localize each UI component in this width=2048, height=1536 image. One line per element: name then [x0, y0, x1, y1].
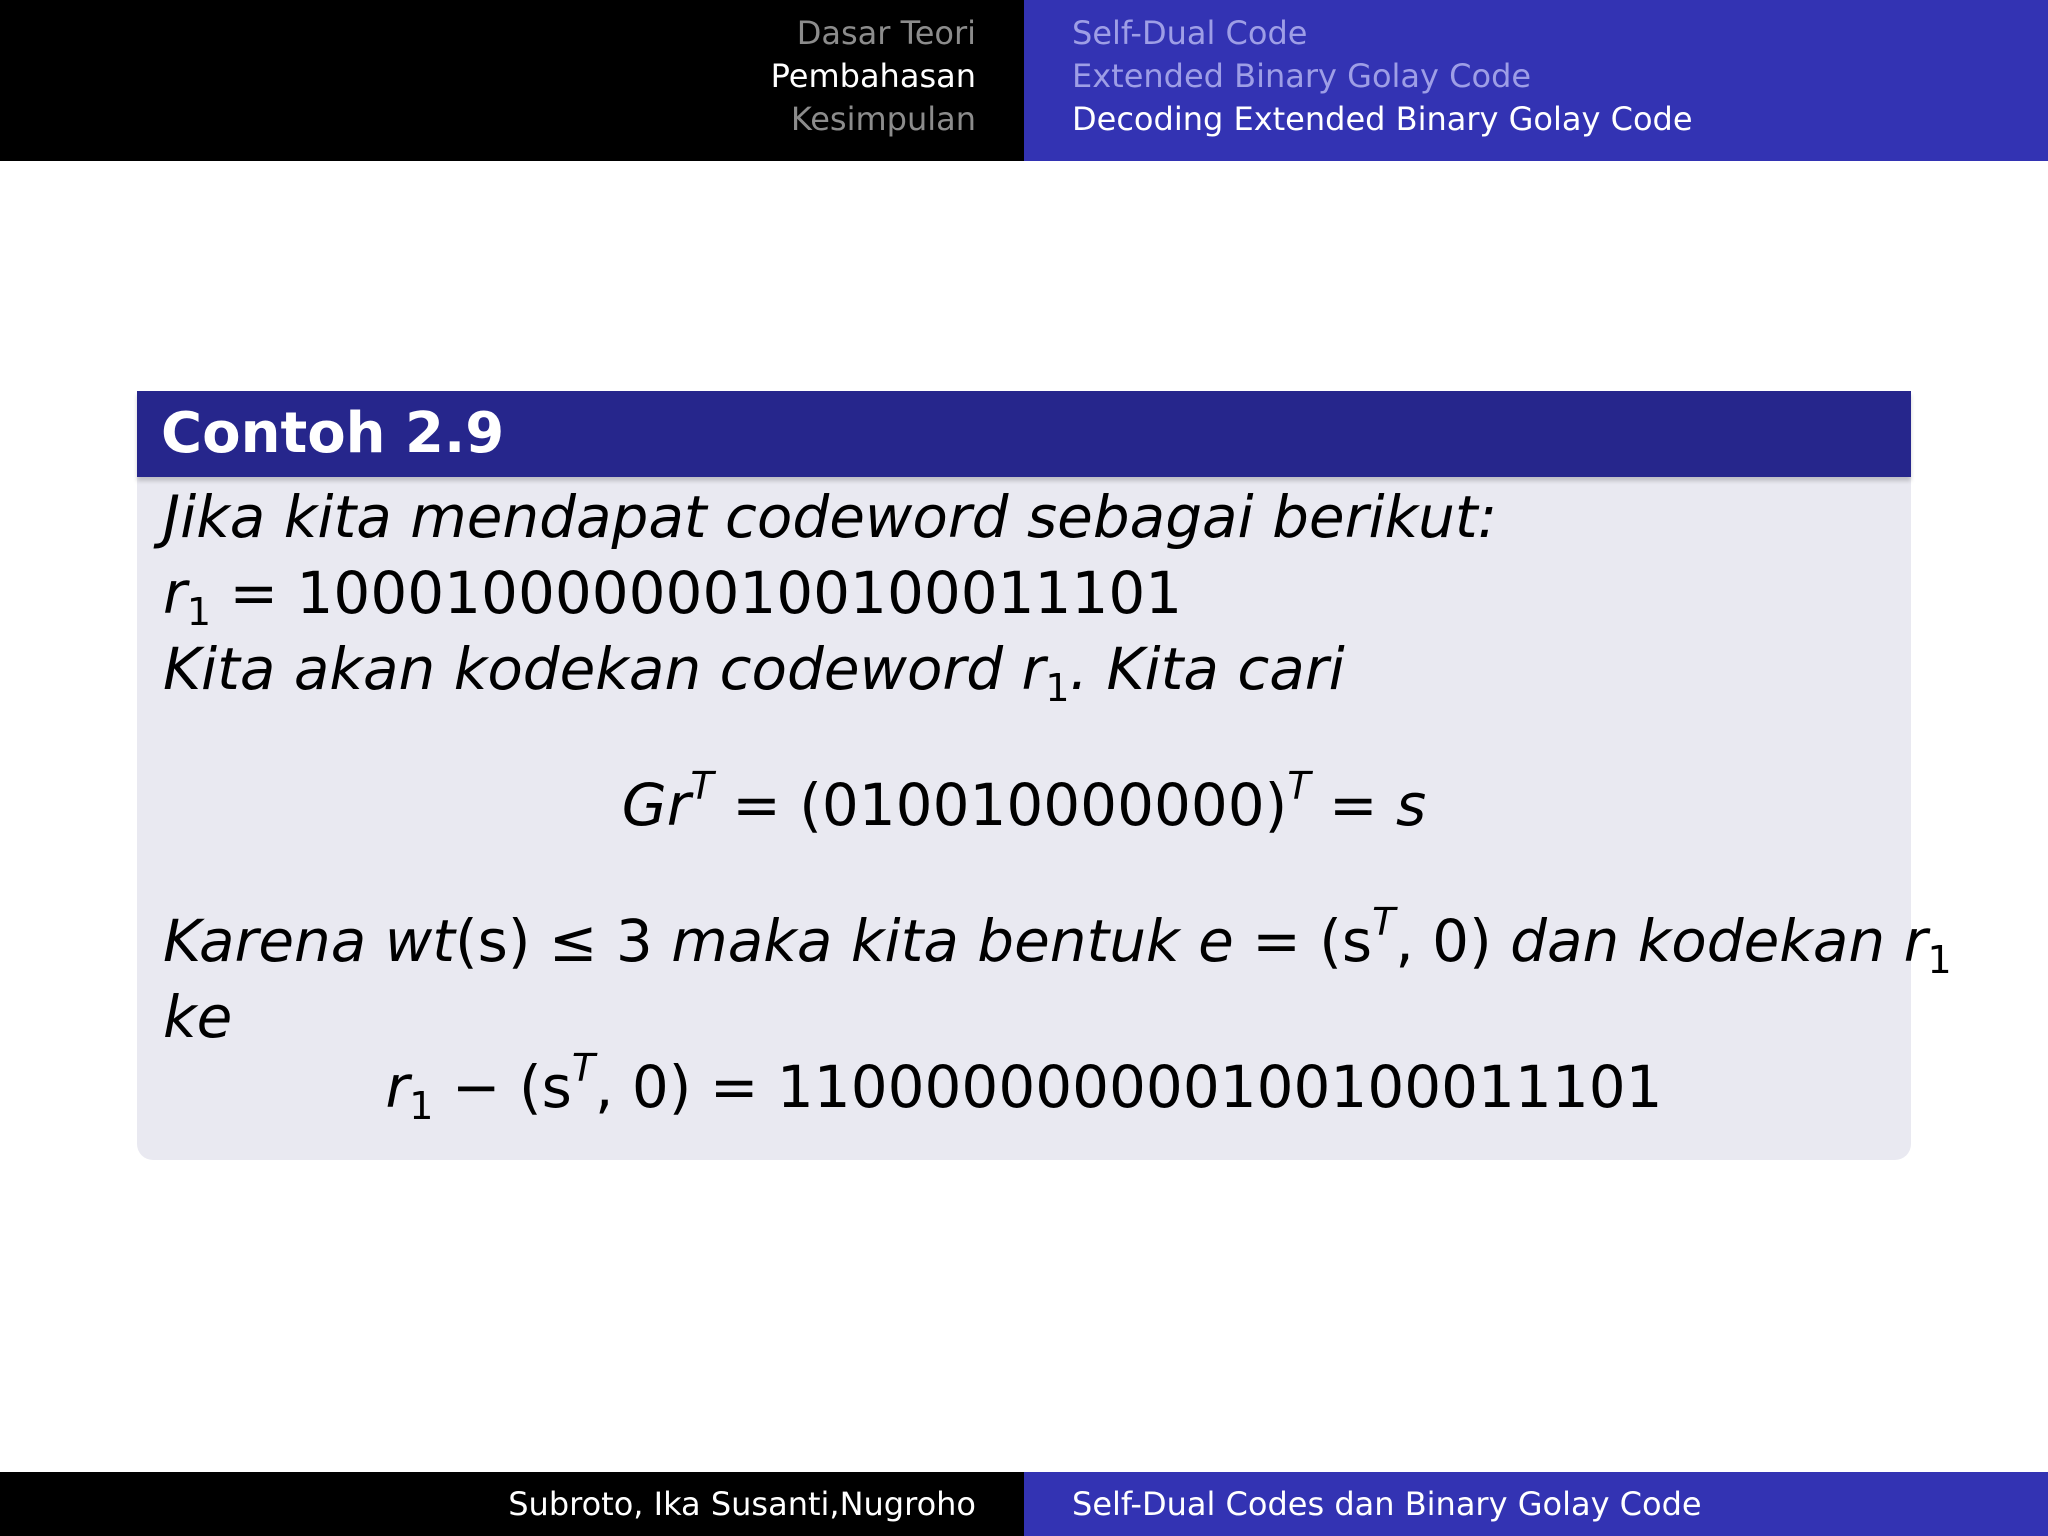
ke-line: ke — [163, 983, 233, 1051]
r1-eq: = — [211, 559, 297, 627]
section-link-pembahasan[interactable]: Pembahasan — [770, 57, 976, 95]
subsection-link-self-dual-code[interactable]: Self-Dual Code — [1072, 14, 1308, 52]
eq1-rhs: = s — [1310, 771, 1427, 839]
result-equation — [137, 1046, 1911, 1128]
eq2-sub: 1 — [409, 1084, 434, 1128]
r1-value: 100010000000100100011101 — [296, 559, 1183, 627]
decode-line — [163, 635, 1345, 710]
eq1-lhs: Gr — [621, 771, 691, 839]
footer-right — [1024, 1472, 2048, 1536]
karena-sub: 1 — [1927, 938, 1952, 982]
karena-e: = (s — [1233, 907, 1373, 975]
karena-b: (s) — [454, 907, 531, 975]
subsection-link-decoding-golay[interactable]: Decoding Extended Binary Golay Code — [1072, 100, 1693, 138]
eq1-sup2: T — [1287, 764, 1311, 808]
eq2-b: , 0) = 110000000000100100011101 — [595, 1053, 1663, 1121]
subsection-nav — [1024, 0, 2048, 161]
karena-g: dan kodekan r — [1510, 907, 1928, 975]
decode-line-pre: Kita akan kodekan codeword r — [163, 635, 1046, 703]
eq2-sup: T — [571, 1046, 596, 1090]
r1-var: r — [163, 559, 187, 627]
eq2-a: − (s — [433, 1053, 572, 1121]
eq1-sup: T — [690, 764, 714, 808]
section-nav — [0, 0, 1024, 161]
decode-line-post: . Kita cari — [1069, 635, 1345, 703]
codeword-line — [163, 559, 1183, 634]
subsection-link-extended-golay[interactable]: Extended Binary Golay Code — [1072, 57, 1532, 95]
section-link-dasar-teori[interactable]: Dasar Teori — [796, 14, 976, 52]
footer-left — [0, 1472, 1024, 1536]
karena-f: , 0) — [1395, 907, 1511, 975]
example-block — [137, 391, 1952, 1160]
karena-c: ≤ 3 — [530, 907, 672, 975]
syndrome-equation — [137, 764, 1911, 839]
karena-line — [163, 900, 1952, 982]
karena-d: maka kita bentuk e — [671, 907, 1234, 975]
karena-sup: T — [1372, 900, 1396, 944]
eq2-r: r — [385, 1053, 410, 1121]
decode-line-sub: 1 — [1045, 666, 1070, 710]
section-link-kesimpulan[interactable]: Kesimpulan — [790, 100, 976, 138]
header-bar — [0, 0, 2048, 161]
footer-bar — [0, 1472, 2048, 1536]
example-title: Contoh 2.9 — [137, 391, 1911, 477]
karena-a: Karena wt — [163, 907, 455, 975]
eq1-mid: = (010010000000) — [713, 771, 1288, 839]
intro-line: Jika kita mendapat codeword sebagai berikut: — [163, 483, 1498, 551]
footer-authors: Subroto, Ika Susanti,Nugroho — [508, 1485, 976, 1523]
r1-sub: 1 — [186, 590, 212, 634]
footer-title: Self-Dual Codes dan Binary Golay Code — [1072, 1485, 1702, 1523]
